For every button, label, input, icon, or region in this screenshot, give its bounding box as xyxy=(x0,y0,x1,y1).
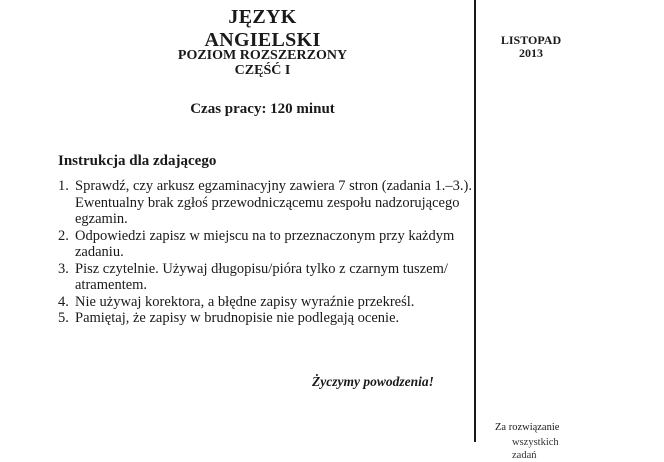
vertical-divider xyxy=(474,0,476,442)
instruction-line: Nie używaj korektora, a błędne zapisy wyraźnie przekreśl. xyxy=(75,293,415,310)
instruction-line: Odpowiedzi zapisz w miejscu na to przeznaczonym przy każdym xyxy=(75,227,455,244)
instruction-item xyxy=(58,228,478,261)
instruction-number: 5. xyxy=(58,310,69,326)
instruction-number: 4. xyxy=(58,293,69,310)
exam-date xyxy=(492,34,570,60)
exam-year: 2013 xyxy=(519,46,543,60)
instruction-line: Ewentualny brak zgłoś przewodniczącemu zespołu nadzorującego xyxy=(75,194,460,211)
good-luck-wishes: Życzymy powodzenia! xyxy=(312,374,434,389)
instructions-heading: Instrukcja dla zdającego xyxy=(58,153,217,169)
instruction-number: 2. xyxy=(58,227,69,244)
instruction-number: 1. xyxy=(58,178,69,194)
exam-time: Czas pracy: 120 minut xyxy=(190,101,335,117)
instruction-number: 3. xyxy=(58,260,69,277)
instruction-line: egzamin. xyxy=(75,211,128,227)
instructions-list xyxy=(58,178,478,327)
subject-title: JĘZYK ANGIELSKI xyxy=(204,6,321,51)
instruction-line: zadaniu. xyxy=(75,244,124,260)
instruction-item xyxy=(58,178,478,228)
instruction-item xyxy=(58,310,478,327)
exam-level: POZIOM ROZSZERZONY xyxy=(177,48,348,63)
instruction-item xyxy=(58,294,478,311)
exam-part: CZĘŚĆ I xyxy=(234,63,291,78)
instruction-line: Pisz czytelnie. Używaj długopisu/pióra tylko z czarnym tuszem/ xyxy=(75,260,448,277)
instruction-line: Sprawdź, czy arkusz egzaminacyjny zawiera 7 stron (zadania 1.–3.). xyxy=(75,178,472,194)
instruction-line: Pamiętaj, że zapisy w brudnopisie nie podlegają ocenie. xyxy=(75,310,400,326)
side-note-line1: Za rozwiązanie xyxy=(495,422,560,433)
instruction-line: atramentem. xyxy=(75,277,148,293)
exam-month: LISTOPAD xyxy=(500,33,562,47)
exam-level-block xyxy=(150,48,375,78)
side-note-line2: wszystkich zadań xyxy=(512,437,559,461)
instruction-item xyxy=(58,261,478,294)
